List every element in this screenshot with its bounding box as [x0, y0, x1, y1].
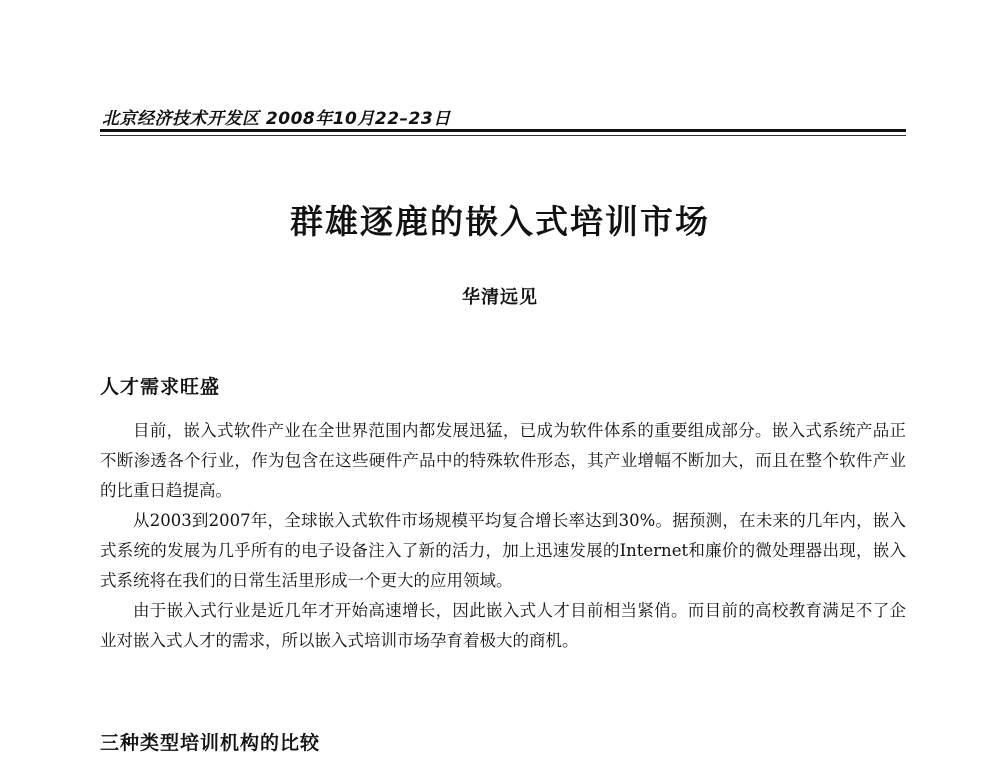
header-rule-thick	[100, 129, 906, 132]
running-header: 北京经济技术开发区 2008年10月22–23日	[102, 109, 451, 129]
paragraph: 从2003到2007年，全球嵌入式软件市场规模平均复合增长率达到30%。据预测，在未来的几年内，嵌入式系统的发展为几乎所有的电子设备注入了新的活力，加上迅速发展的Internet和廉价的微处理器出现，嵌入式系统将在我们的日常生活里形成一个更大的应用领域。	[100, 511, 906, 590]
section-body-talent-demand	[100, 416, 906, 656]
header-rule-thin	[100, 135, 906, 136]
section-heading-institution-comparison: 三种类型培训机构的比较	[100, 732, 321, 754]
paragraph: 由于嵌入式行业是近几年才开始高速增长，因此嵌入式人才目前相当紧俏。而目前的高校教育满足不了企业对嵌入式人才的需求，所以嵌入式培训市场孕育着极大的商机。	[100, 601, 906, 650]
article-author: 华清远见	[462, 287, 538, 308]
paragraph: 目前，嵌入式软件产业在全世界范围内都发展迅猛，已成为软件体系的重要组成部分。嵌入式系统产品正不断渗透各个行业，作为包含在这些硬件产品中的特殊软件形态，其产业增幅不断加大，而且在整个软件产业的比重日趋提高。	[100, 421, 906, 500]
article-title: 群雄逐鹿的嵌入式培训市场	[290, 202, 710, 241]
section-heading-talent-demand: 人才需求旺盛	[100, 376, 221, 398]
